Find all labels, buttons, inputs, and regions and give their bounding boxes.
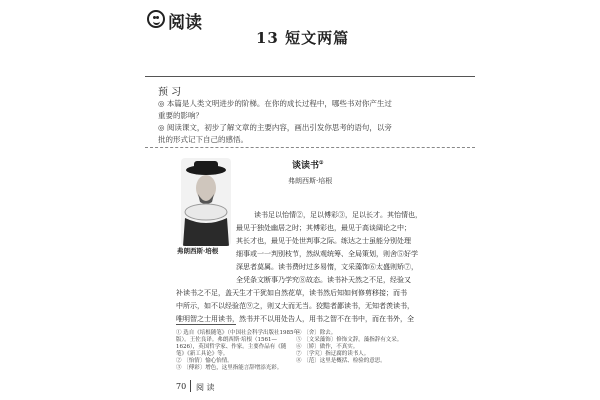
footnote: 版）。王佐良译。弗朗西斯·培根（1561— (176, 337, 277, 343)
body-line: 唯明智之士用读书，然书并不以用处告人，用书之智不在书中，而在书外，全 (176, 315, 414, 323)
body-line: 读书足以怡情②，足以傅彩③，足以长才。其怡情也， (254, 211, 422, 219)
footnote: ⑦ 〔学究〕指迂腐的读书人。 (296, 351, 370, 357)
footnote: ⑧ 〔范〕这里是概括、检验的意思。 (296, 358, 386, 364)
footnote: ④ 〔舍〕除去。 (296, 330, 337, 336)
reading-section-icon (147, 10, 165, 28)
body-line: 全凭条文断事乃学究⑧故态。读书补天然之不足，经验又 (236, 276, 411, 284)
footer-separator (190, 380, 191, 392)
title-footnote-ref: ① (319, 160, 324, 166)
footnote: ③ 〔傅彩〕增色，这里指能言辞增添光彩。 (176, 365, 283, 371)
footnote: ⑤ 〔文采藻饰〕修饰文辞。藻指辞有文采。 (296, 337, 403, 343)
footnote: ⑥ 〔矫〕做作，不真实。 (296, 344, 359, 350)
body-line: 深思者莫属。读书费时过多易惰，文采藻饰⑥太盛则矫⑦， (236, 263, 418, 271)
preview-line: ◎ 本篇是人类文明进步的阶梯。在你的成长过程中，哪些书对你产生过 (158, 99, 392, 108)
preview-line: 重要的影响？ (158, 111, 203, 120)
footnote: ② 〔怡情〕愉心怡情。 (176, 358, 233, 364)
footnote-divider (176, 324, 236, 325)
preview-bottom-rule (145, 147, 475, 148)
article-author: 弗朗西斯·培根 (288, 177, 333, 185)
portrait-caption: 弗朗西斯·培根 (177, 247, 219, 255)
body-line: 其长才也，最见于处世判事之际。练达之士虽能分别处理 (236, 237, 411, 245)
body-line: 细事或一一判别枝节，然纵观统筹、全局策划，则舍⑤好学 (236, 250, 418, 258)
preview-line: 批的形式记下自己的感悟。 (158, 135, 248, 144)
body-line: 最见于独处幽居之时；其傅彩也，最见于高谈阔论之中； (236, 224, 411, 232)
footnote: 笔》《新工具论》等。 (176, 351, 229, 357)
preview-heading: 预 习 (158, 87, 182, 98)
footnote: ① 选自《培根随笔》（中国社会科学出版社1985年 (176, 330, 299, 336)
body-line: 补读书之不足，盖天生才干犹如自然花草，读书然后知如何修剪移接；而书 (176, 289, 407, 297)
preview-top-rule (145, 76, 475, 77)
author-portrait (181, 158, 231, 246)
body-line: 中所示，如不以经验范⑨之，则又大而无当。狡黠者鄙读书，无知者羡读书， (176, 302, 414, 310)
preview-line: ◎ 阅读课文，初步了解文章的主要内容，画出引发你思考的语句，以旁 (158, 123, 392, 132)
section-title: 阅读 (168, 13, 202, 33)
page-number: 70 (176, 382, 187, 391)
footer-label: 阅 读 (196, 383, 215, 392)
article-title: 谈读书① (292, 160, 324, 171)
footnote: 1626），英国哲学家、作家。主要作品有《随 (176, 344, 287, 350)
lesson-title: 13 短文两篇 (256, 29, 350, 47)
